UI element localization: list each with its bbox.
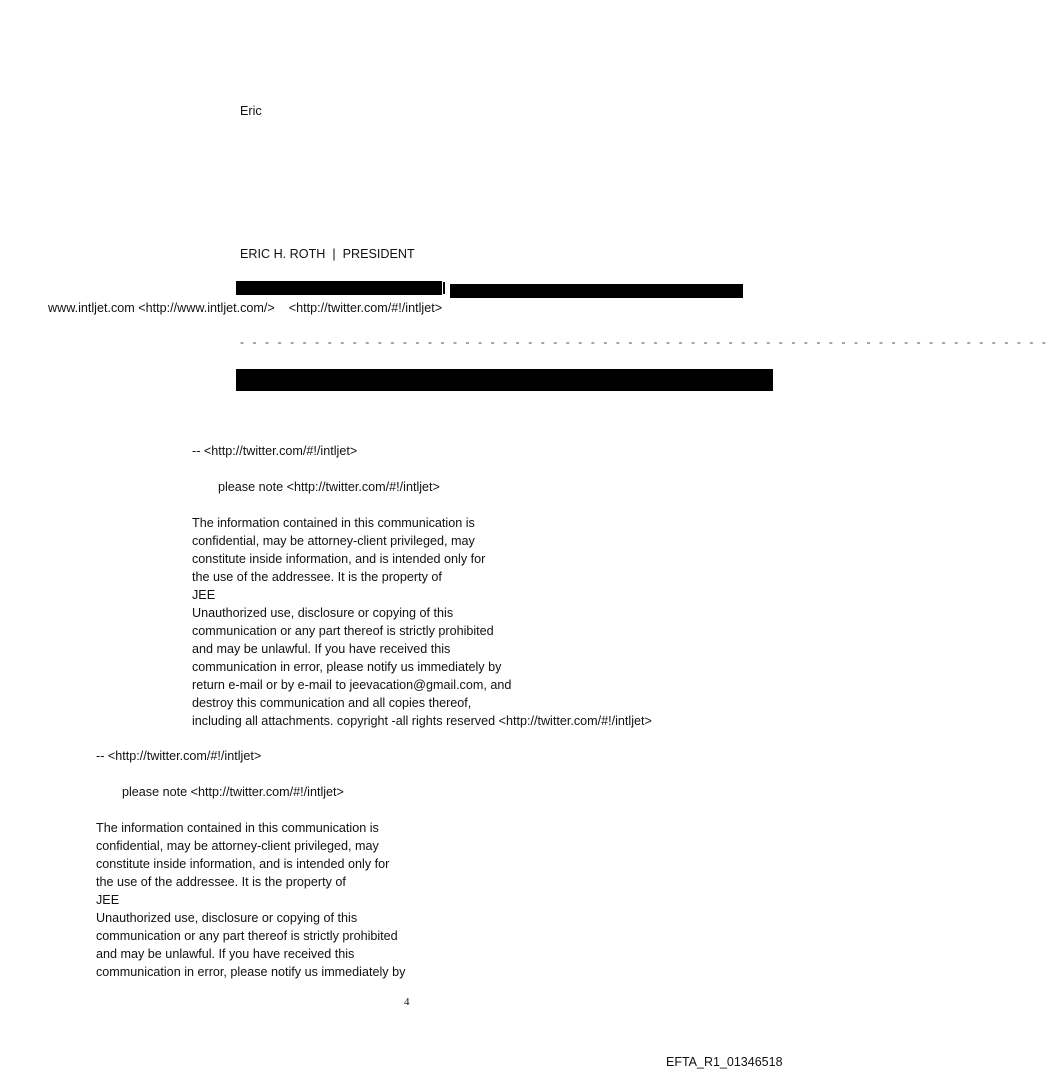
notice-line: confidential, may be attorney-client privileged, may	[192, 534, 475, 548]
notice-line: communication in error, please notify us immediately by	[96, 965, 406, 979]
notice-line: Unauthorized use, disclosure or copying of this	[192, 606, 454, 620]
notice-line: communication or any part thereof is strictly prohibited	[192, 624, 494, 638]
signature-web-line: www.intljet.com <http://www.intljet.com/> <http://twitter.com/#!/intljet>	[48, 301, 443, 315]
redaction-bar	[236, 281, 442, 295]
signature-name-title: ERIC H. ROTH | PRESIDENT	[240, 247, 415, 261]
notice-line: The information contained in this communication is	[96, 821, 379, 835]
notice-line: destroy this communication and all copies thereof,	[192, 696, 472, 710]
inner-please-note: please note <http://twitter.com/#!/intljet>	[218, 480, 440, 494]
notice-line: communication in error, please notify us immediately by	[192, 660, 502, 674]
outer-confidentiality-notice	[96, 819, 405, 981]
notice-line: communication or any part thereof is strictly prohibited	[96, 929, 398, 943]
outer-dash-link: -- <http://twitter.com/#!/intljet>	[96, 749, 262, 763]
inner-confidentiality-notice	[192, 514, 652, 730]
redaction-divider	[443, 282, 445, 294]
inner-dash-link: -- <http://twitter.com/#!/intljet>	[192, 444, 358, 458]
notice-line: The information contained in this communication is	[192, 516, 475, 530]
notice-line: confidential, may be attorney-client privileged, may	[96, 839, 379, 853]
document-id: EFTA_R1_01346518	[666, 1055, 783, 1069]
notice-line: the use of the addressee. It is the property of	[96, 875, 346, 889]
notice-line: constitute inside information, and is intended only for	[192, 552, 486, 566]
redaction-bar	[450, 284, 743, 298]
separator-line: - - - - - - - - - - - - - - - - - - - - - - - - - - - - - - - - - - - - - - - - - - - - - - - - - - - - - - - - - - - - - - - - -	[240, 335, 1049, 349]
notice-line: JEE	[96, 893, 120, 907]
page-number: 4	[404, 996, 410, 1008]
notice-line: and may be unlawful. If you have received this	[96, 947, 355, 961]
notice-line: Unauthorized use, disclosure or copying of this	[96, 911, 358, 925]
notice-line: and may be unlawful. If you have received this	[192, 642, 451, 656]
notice-line: return e-mail or by e-mail to jeevacation@gmail.com, and	[192, 678, 512, 692]
notice-line: JEE	[192, 588, 216, 602]
notice-line: the use of the addressee. It is the property of	[192, 570, 442, 584]
notice-line: constitute inside information, and is intended only for	[96, 857, 390, 871]
greeting: Eric	[240, 104, 262, 118]
outer-please-note: please note <http://twitter.com/#!/intljet>	[122, 785, 344, 799]
notice-line: including all attachments. copyright -all rights reserved <http://twitter.com/#!/intljet>	[192, 714, 652, 728]
redaction-bar	[236, 369, 773, 391]
